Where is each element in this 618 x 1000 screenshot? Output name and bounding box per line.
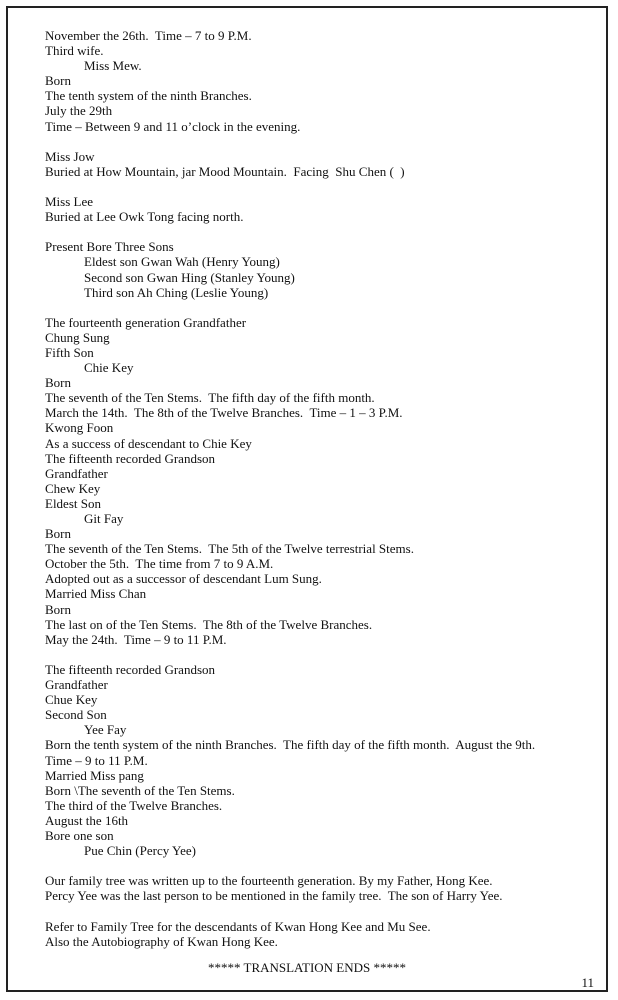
text-line: Bore one son [45,827,114,843]
text-line: Miss Lee [45,194,94,210]
text-line: Buried at Lee Owk Tong facing north. [45,209,244,225]
text-line: August the 16th [45,812,129,828]
translation-end-marker: ***** TRANSLATION ENDS ***** [207,960,406,975]
blank-line [45,134,605,149]
text-line: The fifteenth recorded Grandson [45,450,216,466]
text-line: Yee Fay [84,722,127,738]
text-line: Married Miss Chan [45,586,147,602]
text-line: May the 24th. Time – 9 to 11 P.M. [45,631,227,647]
text-line: The seventh of the Ten Stems. The fifth day of the fifth month. [45,390,375,406]
text-line: March the 14th. The 8th of the Twelve Branches. Time – 1 – 3 P.M. [45,405,403,421]
text-line: Eldest son Gwan Wah (Henry Young) [84,254,280,270]
text-line: Time – 9 to 11 P.M. [45,752,148,768]
text-line: October the 5th. The time from 7 to 9 A.M. [45,556,274,572]
document-body [45,28,605,949]
text-line: Buried at How Mountain, jar Mood Mountain. Facing Shu Chen ( ) [45,163,405,179]
text-line: The last on of the Ten Stems. The 8th of the Twelve Branches. [45,616,373,632]
text-line: Married Miss pang [45,767,144,783]
blank-line [45,179,605,194]
text-line: Third son Ah Ching (Leslie Young) [84,284,269,300]
text-line: Second son Gwan Hing (Stanley Young) [84,269,295,285]
text-line: As a success of descendant to Chie Key [45,435,252,451]
text-line: Born [45,526,71,542]
text-line: Third wife. [45,43,104,59]
blank-line [45,903,605,918]
text-line: Born [45,73,71,89]
text-line: Refer to Family Tree for the descendants of Kwan Hong Kee and Mu See. [45,918,431,934]
text-line: The third of the Twelve Branches. [45,797,223,813]
text-line: Chue Key [45,692,98,708]
text-line: November the 26th. Time – 7 to 9 P.M. [45,28,252,43]
text-line: Born the tenth system of the ninth Branches. The fifth day of the fifth month. August the 9th. [45,737,536,753]
text-line: Eldest Son [45,495,101,511]
text-line: July the 29th [45,103,113,119]
text-line: Chie Key [84,360,134,376]
text-line: Grandfather [45,465,108,481]
text-line: Percy Yee was the last person to be mentioned in the family tree. The son of Harry Yee. [45,888,503,904]
text-line: The fifteenth recorded Grandson [45,661,216,677]
text-line: Pue Chin (Percy Yee) [84,843,196,859]
blank-line [45,647,605,662]
blank-line [45,858,605,873]
text-line: The tenth system of the ninth Branches. [45,88,252,104]
text-line: The fourteenth generation Grandfather [45,314,247,330]
text-line: Born \The seventh of the Ten Stems. [45,782,235,798]
text-line: Kwong Foon [45,420,114,436]
text-line: Born [45,375,71,391]
text-line: Chung Sung [45,329,110,345]
text-line: Also the Autobiography of Kwan Hong Kee. [45,933,278,949]
text-line: Second Son [45,707,107,723]
text-line: The seventh of the Ten Stems. The 5th of the Twelve terrestrial Stems. [45,541,414,557]
text-line: Grandfather [45,677,108,693]
text-line: Chew Key [45,480,101,496]
page-number: 11 [581,975,594,990]
blank-line [45,224,605,239]
text-line: Miss Mew. [84,58,142,74]
text-line: Time – Between 9 and 11 o’clock in the evening. [45,118,301,134]
text-line: Adopted out as a successor of descendant Lum Sung. [45,571,322,587]
text-line: Miss Jow [45,148,95,164]
text-line: Born [45,601,71,617]
blank-line [45,300,605,315]
text-line: Git Fay [84,511,124,526]
text-line: Fifth Son [45,344,94,360]
text-line: Present Bore Three Sons [45,239,174,255]
document-page [6,6,608,992]
text-line: Our family tree was written up to the fourteenth generation. By my Father, Hong Kee. [45,873,493,889]
